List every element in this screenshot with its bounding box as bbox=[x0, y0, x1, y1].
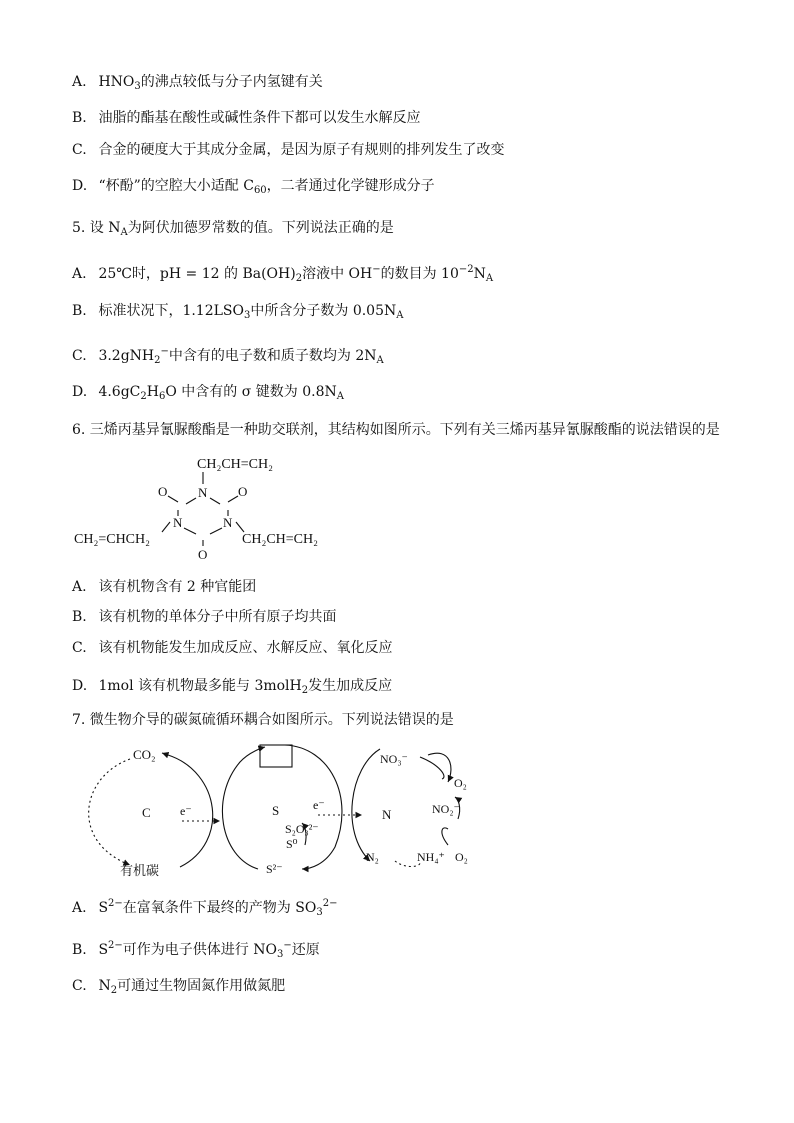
q4-option-c: C. 合金的硬度大于其成分金属，是因为原子有规则的排列发生了改变 bbox=[72, 142, 505, 158]
q7-s-label: S bbox=[272, 803, 280, 818]
q7-electron-1: e⁻ bbox=[180, 804, 192, 818]
q7-option-a: A. $S^{2-}$在富氧条件下最终的产物为 $SO_3^{2-}$ bbox=[72, 898, 338, 918]
q5-option-a: A. 25℃时，pH = 12 的 $Ba(OH)_2$溶液中 OH−的数目为 $10^{-2}N_A$ bbox=[72, 264, 494, 284]
q6-option-c: C. 该有机物能发生加成反应、水解反应、氧化反应 bbox=[72, 640, 393, 656]
q7-blank-box bbox=[260, 745, 292, 767]
q7-cycle-diagram bbox=[70, 737, 490, 882]
q7-electron-2: e⁻ bbox=[313, 798, 325, 812]
q6-n-atom-top: N bbox=[198, 485, 208, 500]
q6-stem: 6. 三烯丙基异氰脲酸酯是一种助交联剂，其结构如图所示。下列有关三烯丙基异氰脲酸酯的说法错误的是 bbox=[72, 422, 720, 438]
q7-c-label: C bbox=[142, 805, 151, 820]
q7-option-c: C. $N_2$可通过生物固氮作用做氮肥 bbox=[72, 978, 286, 996]
q5-stem: 5. 设 $N_A$为阿伏加德罗常数的值。下列说法正确的是 bbox=[72, 220, 394, 238]
q4-option-b: B. 油脂的酯基在酸性或碱性条件下都可以发生水解反应 bbox=[72, 110, 421, 126]
q4-option-d: D. “杯酚”的空腔大小适配 $C_{60}$，二者通过化学键形成分子 bbox=[72, 178, 435, 196]
q7-n-label: N bbox=[382, 807, 392, 822]
q7-o2-top-label: O₂ bbox=[454, 776, 467, 790]
q5-option-c: C. 3.2gNH$_2$−中含有的电子数和质子数均为 $2N_A$ bbox=[72, 346, 384, 366]
q7-s2o3-label: S₂O₃²⁻ bbox=[285, 822, 319, 836]
q7-s2minus-label: S²⁻ bbox=[266, 862, 283, 876]
q7-o2-bottom-label: O₂ bbox=[455, 850, 468, 864]
q6-o-atom-left: O bbox=[158, 484, 168, 499]
q7-organic-carbon-label: 有机碳 bbox=[120, 863, 160, 878]
q6-right-group: CH₂CH=CH₂ bbox=[242, 532, 319, 547]
q6-option-a: A. 该有机物含有 2 种官能团 bbox=[72, 579, 257, 595]
q7-s0-label: S⁰ bbox=[286, 837, 298, 851]
q4-option-a: A. $HNO_3$的沸点较低与分子内氢键有关 bbox=[72, 74, 323, 92]
q7-no2-label: NO₂⁻ bbox=[432, 802, 460, 816]
q6-n-atom-right: N bbox=[223, 515, 233, 530]
q6-option-b: B. 该有机物的单体分子中所有原子均共面 bbox=[72, 609, 337, 625]
q6-n-atom-left: N bbox=[173, 515, 183, 530]
q6-option-d: D. 1mol 该有机物最多能与 3molH$_2$发生加成反应 bbox=[72, 678, 393, 696]
q7-stem: 7. 微生物介导的碳氮硫循环耦合如图所示。下列说法错误的是 bbox=[72, 712, 454, 728]
q6-o-atom-right: O bbox=[238, 484, 248, 499]
q7-co2-label: CO₂ bbox=[133, 747, 156, 762]
q5-option-d: D. $4.6gC_2H_6O$ 中含有的 σ 键数为 $0.8N_A$ bbox=[72, 384, 344, 402]
q7-nh4-label: NH₄⁺ bbox=[417, 850, 445, 864]
q6-left-group: CH₂=CHCH₂ bbox=[74, 532, 151, 547]
q6-structure-diagram bbox=[70, 448, 350, 568]
q7-n2-label: N₂ bbox=[366, 850, 379, 864]
q6-o-atom-bottom: O bbox=[198, 547, 208, 562]
q6-top-group: CH₂CH=CH₂ bbox=[197, 457, 274, 472]
q7-option-b: B. $S^{2-}$可作为电子供体进行 $NO_3^-$还原 bbox=[72, 940, 320, 960]
q7-no3-label: NO₃⁻ bbox=[380, 752, 408, 766]
q5-option-b: B. 标准状况下，$1.12LSO_3$中所含分子数为 $0.05N_A$ bbox=[72, 303, 404, 321]
